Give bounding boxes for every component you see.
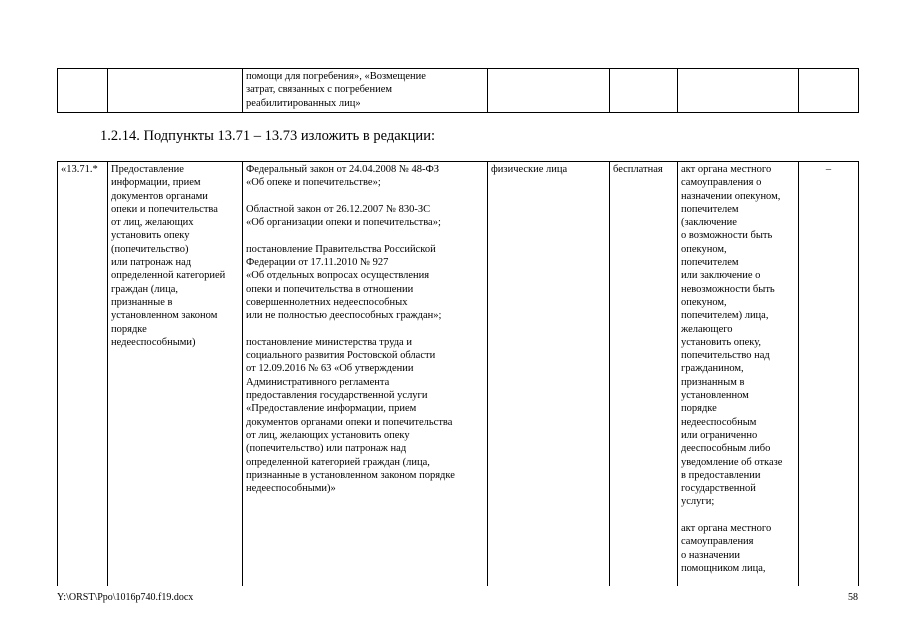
cell-line: желающего xyxy=(681,323,733,335)
top-table xyxy=(57,68,859,113)
cell-line: от лиц, желающих установить опеку xyxy=(246,429,410,441)
cell-line: о возможности быть xyxy=(681,230,773,242)
section-heading: 1.2.14. Подпункты 13.71 – 13.73 изложить в редакции: xyxy=(100,128,435,144)
cell-line: признанным в xyxy=(681,376,745,388)
cell-line: установить опеку xyxy=(111,230,190,242)
cell-line: Федерации от 17.11.2010 № 927 xyxy=(246,257,389,269)
table-row xyxy=(58,162,859,587)
table-cell xyxy=(488,69,610,113)
cell-line: документов органами xyxy=(111,190,208,202)
cell-line: дееспособным либо xyxy=(681,443,771,455)
cell-line: постановление министерства труда и xyxy=(246,336,412,348)
cell-line: акт органа местного xyxy=(681,164,772,175)
cell-line: уведомление об отказе xyxy=(681,456,783,468)
cell-line: установленном законом xyxy=(111,310,218,322)
cell-line: или не полностью дееспособных граждан»; xyxy=(246,310,442,322)
main-table xyxy=(57,161,859,586)
cell-line: недееспособным xyxy=(681,416,757,428)
recipients-cell: физические лица xyxy=(488,162,610,587)
cell-line: услуги; xyxy=(681,496,715,508)
cell-line: (заключение xyxy=(681,217,737,229)
cell-line: попечителем) лица, xyxy=(681,310,769,322)
fee-cell: бесплатная xyxy=(610,162,678,587)
cell-line: попечителем xyxy=(681,257,739,269)
cell-line: (попечительство) xyxy=(111,243,189,255)
footer-file-path: Y:\ORST\Ppo\1016p740.f19.docx xyxy=(57,592,194,603)
cell-line: «Об опеке и попечительстве»; xyxy=(246,177,381,189)
cell-line: Предоставление xyxy=(111,164,184,175)
legal-basis-cell xyxy=(243,69,488,113)
cell-line: невозможности быть xyxy=(681,283,775,295)
cell-line: в предоставлении xyxy=(681,469,761,481)
table-cell xyxy=(58,69,108,113)
legal-basis-cell xyxy=(243,162,488,587)
cell-line: о назначении xyxy=(681,549,740,561)
cell-line: попечительство над xyxy=(681,350,770,362)
cell-line: признанные в xyxy=(111,296,173,308)
row-number: «13.71.* xyxy=(58,162,108,587)
cell-line: определенной категорией граждан (лица, xyxy=(246,456,430,468)
cell-line: помощи для погребения», «Возмещение xyxy=(246,71,426,82)
cell-line: затрат, связанных с погребением xyxy=(246,84,393,96)
table-row xyxy=(58,69,859,113)
cell-line: недееспособными) xyxy=(111,336,196,348)
page-number: 58 xyxy=(848,592,858,603)
cell-line: опеки и попечительства в отношении xyxy=(246,283,414,295)
cell-line: или ограниченно xyxy=(681,429,758,441)
cell-line: порядке xyxy=(681,403,717,415)
table-cell xyxy=(799,69,859,113)
cell-line: определенной категорией xyxy=(111,270,226,282)
result-cell xyxy=(678,162,799,587)
cell-line: «Об организации опеки и попечительства»; xyxy=(246,217,441,229)
table-cell xyxy=(610,69,678,113)
cell-line: Федеральный закон от 24.04.2008 № 48-ФЗ xyxy=(246,164,440,175)
cell-line: признанные в установленном законом порядке xyxy=(246,469,455,481)
cell-line: от лиц, желающих xyxy=(111,217,194,229)
cell-line: самоуправления о xyxy=(681,177,762,189)
cell-line: опекуном, xyxy=(681,296,727,308)
cell-line: Административного регламента xyxy=(246,376,390,388)
cell-line: от 12.09.2016 № 63 «Об утверждении xyxy=(246,363,414,375)
cell-line: попечителем xyxy=(681,203,739,215)
cell-line: социального развития Ростовской области xyxy=(246,350,436,362)
table-cell xyxy=(108,69,243,113)
last-column-cell: – xyxy=(799,162,859,587)
cell-line: предоставления государственной услуги xyxy=(246,390,428,402)
cell-line: государственной xyxy=(681,483,756,495)
cell-line: «Предоставление информации, прием xyxy=(246,403,417,415)
cell-line: самоуправления xyxy=(681,536,754,548)
cell-line: опеки и попечительства xyxy=(111,203,218,215)
cell-line: помощником лица, xyxy=(681,562,766,574)
cell-line: порядке xyxy=(111,323,147,335)
cell-line: назначении опекуном, xyxy=(681,190,781,202)
cell-line: установленном xyxy=(681,390,749,402)
cell-line: информации, прием xyxy=(111,177,201,189)
cell-line: опекуном, xyxy=(681,243,727,255)
table-cell xyxy=(678,69,799,113)
cell-line: реабилитированных лиц» xyxy=(246,97,361,109)
cell-line: недееспособными)» xyxy=(246,483,336,495)
cell-line: постановление Правительства Российской xyxy=(246,243,436,255)
cell-line: установить опеку, xyxy=(681,336,762,348)
cell-line: граждан (лица, xyxy=(111,283,178,295)
cell-line: гражданином, xyxy=(681,363,744,375)
cell-line: Областной закон от 26.12.2007 № 830-ЗС xyxy=(246,203,431,215)
cell-line: совершеннолетних недееспособных xyxy=(246,296,408,308)
cell-line: или заключение о xyxy=(681,270,761,282)
cell-line: акт органа местного xyxy=(681,523,772,535)
cell-line: (попечительство) или патронаж над xyxy=(246,443,407,455)
cell-line: или патронаж над xyxy=(111,257,192,269)
cell-line: документов органами опеки и попечительства xyxy=(246,416,453,428)
service-name-cell xyxy=(108,162,243,587)
cell-line: «Об отдельных вопросах осуществления xyxy=(246,270,430,282)
